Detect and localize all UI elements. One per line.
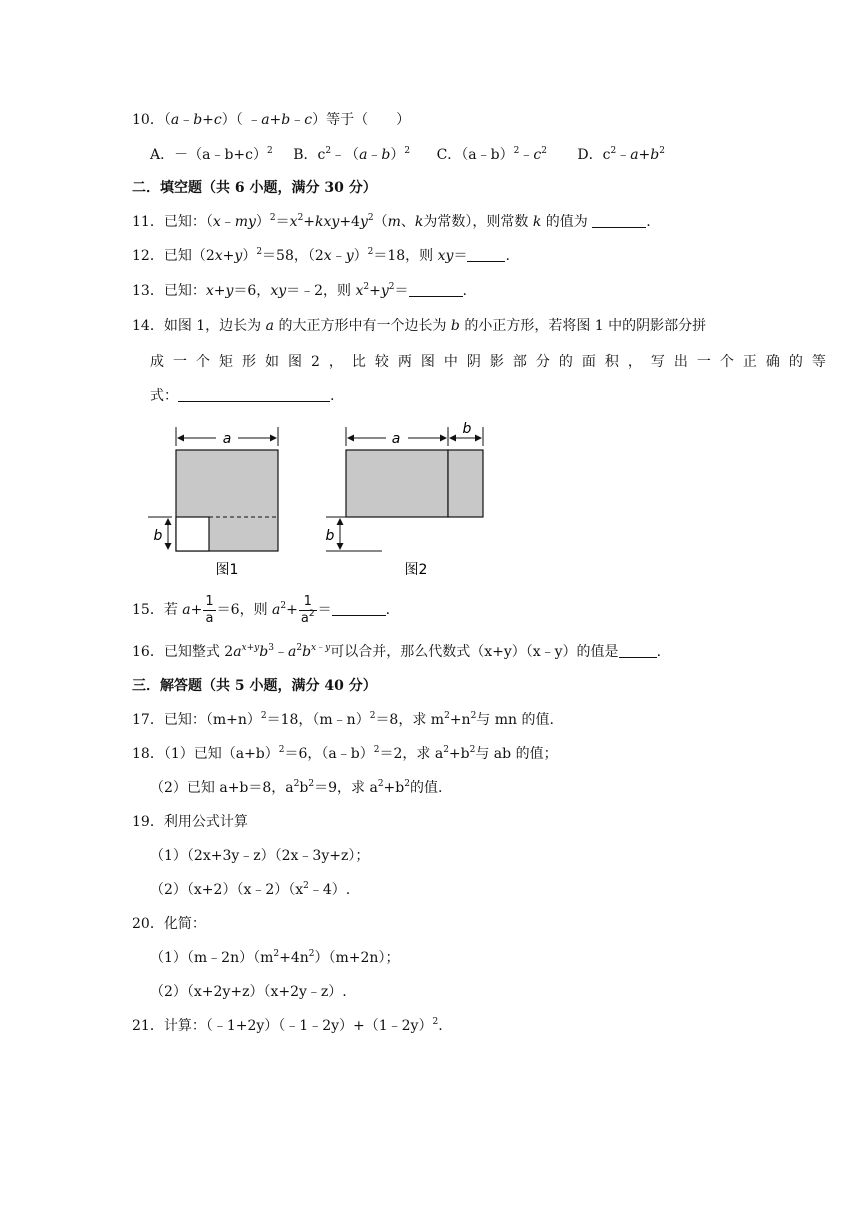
- question-number: 21．: [132, 1018, 164, 1034]
- question-18: 18．（1）已知$(a+b)^2=6$，（a﹣b）$^2$＝2，求 $a^2+b^2$与 ab 的值；: [132, 745, 558, 762]
- stem-text: +b: [448, 746, 470, 762]
- question-number: 17．: [132, 712, 164, 728]
- stem-text: +4n: [279, 950, 309, 966]
- stem-text: （1）（m﹣2n）（m: [150, 950, 274, 966]
- question-number: 16．: [132, 644, 164, 660]
- answer-blank[interactable]: [178, 387, 330, 402]
- stem-text: 计算：（﹣1+2y）（﹣1﹣2y）+（1﹣2y）: [163, 1018, 433, 1034]
- stem-text: （: [235, 112, 248, 128]
- stem-text: ＝2，求 a: [379, 746, 444, 762]
- stem-text: 的值.: [409, 780, 443, 796]
- stem-text: 已知整式 2: [163, 644, 234, 660]
- answer-blank[interactable]: [332, 601, 386, 616]
- stem-text: .: [656, 644, 662, 660]
- stem-text: ＝6，: [233, 283, 271, 299]
- label-b: b: [325, 528, 335, 544]
- figures: [140, 418, 500, 580]
- stem-text: ＝﹣2，则: [286, 283, 352, 299]
- question-13: 13．已知：x+y＝6，xy＝﹣2，则 $x^2+y^2=$ .: [132, 282, 467, 299]
- stem-text: b: [299, 780, 309, 796]
- question-number: 18．: [132, 746, 164, 762]
- answer-blank[interactable]: [592, 213, 646, 228]
- stem-text: ）（m+2n）；: [314, 950, 400, 966]
- question-number: 14．: [132, 318, 164, 334]
- question-number: 19．: [132, 814, 164, 830]
- label-b: b: [462, 421, 472, 437]
- question-12: 12．已知$(2x+y)^2=58$，（2x﹣y）$^2$＝18，则 xy＝ .: [132, 247, 510, 264]
- numerator: 1: [205, 593, 214, 609]
- stem-text: ＝6，则: [216, 602, 268, 618]
- question-18-part-2: （2）已知 a+b＝8，$a^2b^2=9$，求 $a^2+b^2$的值.: [150, 779, 443, 796]
- question-19-part-1: （1）（2x+3y﹣z）（2x﹣3y+z）；: [150, 848, 370, 864]
- option-d: D．$c^2﹣a+b^2$: [577, 146, 665, 163]
- stem-text: .: [505, 248, 510, 264]
- fraction-1-over-a-squared: [299, 594, 317, 627]
- section-3-title: 三．解答题（共 5 小题，满分 40 分）: [132, 678, 377, 694]
- stem-text: ＝6，（a﹣b）: [284, 746, 374, 762]
- option-a-text: A．－（a﹣b+c）: [150, 147, 267, 163]
- stem-text: 为常数），则常数: [423, 214, 529, 230]
- stem-text: （: [163, 112, 171, 128]
- question-14-line3: [150, 386, 334, 406]
- question-number: 10．: [132, 112, 164, 128]
- stem-text: ﹣4）.: [308, 882, 351, 898]
- question-number: 15．: [132, 602, 164, 618]
- question-20-part-1: $(1)(m﹣2n)(m^2+4n^2)(m+2n)$；: [150, 949, 400, 966]
- question-number: 20．: [132, 916, 164, 932]
- var-k: k: [532, 214, 542, 230]
- denominator: $a^2$: [300, 608, 315, 626]
- label-b: b: [153, 528, 163, 544]
- stem-text: （: [373, 214, 388, 230]
- question-15: 15．若 a+ $\frac{1}{a}$ ＝6，则 $a^2+$ $\frac{1}{a^2}$ ＝ .: [132, 593, 391, 626]
- label-a: a: [391, 431, 401, 447]
- stem-text: 的小正方形，若将图 1 中的阴影部分拼: [464, 318, 707, 334]
- stem-text: ＝: [317, 602, 332, 618]
- stem-text: 如图 1，边长为: [163, 318, 262, 334]
- stem-text: （2）（x+2）（x﹣2）（x: [150, 882, 304, 898]
- stem-text: 的大正方形中有一个边长为: [278, 318, 447, 334]
- stem-text: ＝18，（m﹣n）: [266, 712, 370, 728]
- question-20: [132, 914, 206, 934]
- stem-text: 的值为: [545, 214, 588, 230]
- stem-text: （2）已知 a+b＝8，a: [150, 780, 294, 796]
- stem-text: .: [330, 388, 335, 404]
- question-19-part-2: $(2)(x+2)(x﹣2)(x^2﹣4)$.: [150, 881, 351, 898]
- question-10-options: [150, 145, 665, 165]
- option-a: A．－（a﹣b+c）$^2$: [150, 146, 273, 163]
- stem-text: 若: [163, 602, 178, 618]
- question-number: 11．: [132, 214, 164, 230]
- stem-text: ＝58，（2: [262, 248, 324, 264]
- rectangle-shaded-right: [448, 450, 483, 517]
- fraction-1-over-a: [203, 594, 215, 627]
- denominator: a: [205, 610, 214, 626]
- figure-2-label: 图2: [404, 562, 428, 578]
- question-20-part-2: （2）（x+2y+z）（x+2y﹣z）.: [150, 984, 347, 1000]
- stem-text: ＝9，求 a: [314, 780, 378, 796]
- stem-text: （1）已知（a+b）: [163, 746, 279, 762]
- stem-text: 已知（2: [163, 248, 215, 264]
- denominator-base: a: [300, 610, 309, 626]
- question-11: 11．已知：$(x﹣my)^2=x^2+kxy+4y^2(m$、k为常数），则常数 k 的值为 .: [132, 213, 651, 230]
- stem-text: 化简：: [163, 916, 206, 932]
- question-14-line2: 成一个矩形如图2，比较两图中阴影部分的面积，写出一个正确的等: [150, 354, 835, 370]
- figure-1-label: 图1: [215, 562, 239, 578]
- label-a: a: [222, 431, 232, 447]
- var-k: k: [414, 214, 424, 230]
- stem-text: 已知：（: [163, 214, 213, 230]
- question-14: 14．如图 1，边长为 a 的大正方形中有一个边长为 b 的小正方形，若将图 1 中的阴影部分拼: [132, 318, 707, 334]
- stem-text: ）等于（ ）: [312, 112, 411, 128]
- question-21: 21．计算：（﹣1+2y）（﹣1﹣2y）+（1﹣2y）$^2$.: [132, 1017, 443, 1034]
- question-19: [132, 812, 248, 832]
- stem-text: 已知：（m+n）: [163, 712, 261, 728]
- question-number: 12．: [132, 248, 164, 264]
- question-17: 17．已知：$(m+n)^2=18$，（m﹣n）$^2$＝8，求 $m^2+n^2$与 mn 的值.: [132, 711, 554, 728]
- stem-text: ＝8，求 m: [375, 712, 445, 728]
- stem-text: 已知：: [163, 283, 206, 299]
- option-c-text: C．（a﹣b）: [436, 147, 514, 163]
- small-square: [176, 517, 209, 551]
- option-b: B．$c^2﹣(a﹣b)^2$: [293, 146, 411, 163]
- stem-text: 利用公式计算: [163, 814, 248, 830]
- stem-text: +n: [449, 712, 471, 728]
- figure-2: [326, 421, 483, 578]
- figure-1: [148, 427, 278, 578]
- rectangle-shaded-left: [346, 450, 448, 517]
- stem-text: .: [646, 214, 651, 230]
- stem-text: ＝18，则: [373, 248, 434, 264]
- stem-text: .: [438, 1018, 443, 1034]
- stem-text: +b: [383, 780, 405, 796]
- question-10: 10．（a﹣b+c）（ ﹣a+b﹣c）等于（ ）: [132, 112, 411, 128]
- option-d-text: D．c: [577, 147, 611, 163]
- option-c: C．$(a﹣b)^2﹣c^2$: [436, 146, 547, 163]
- stem-text: 式：: [150, 388, 178, 404]
- stem-text: 可以合并，那么代数式（x+y）（x﹣y）的值是: [330, 644, 619, 660]
- section-2-title: 二．填空题（共 6 小题，满分 30 分）: [132, 180, 377, 196]
- stem-text: 与 mn 的值.: [476, 712, 554, 728]
- stem-text: .: [462, 283, 467, 299]
- numerator: 1: [299, 594, 317, 611]
- answer-blank[interactable]: [619, 643, 657, 658]
- question-16: 16．已知整式 $2a^{x+y}b^3﹣a^2b^{x﹣y}$可以合并，那么代数式（x+y）（x﹣y）的值是 .: [132, 643, 662, 660]
- question-number: 13．: [132, 283, 164, 299]
- answer-blank[interactable]: [409, 282, 463, 297]
- option-b-text: B．c: [293, 147, 326, 163]
- stem-text: 与 ab 的值；: [475, 746, 558, 762]
- answer-blank[interactable]: [467, 247, 505, 262]
- stem-text: .: [385, 602, 391, 618]
